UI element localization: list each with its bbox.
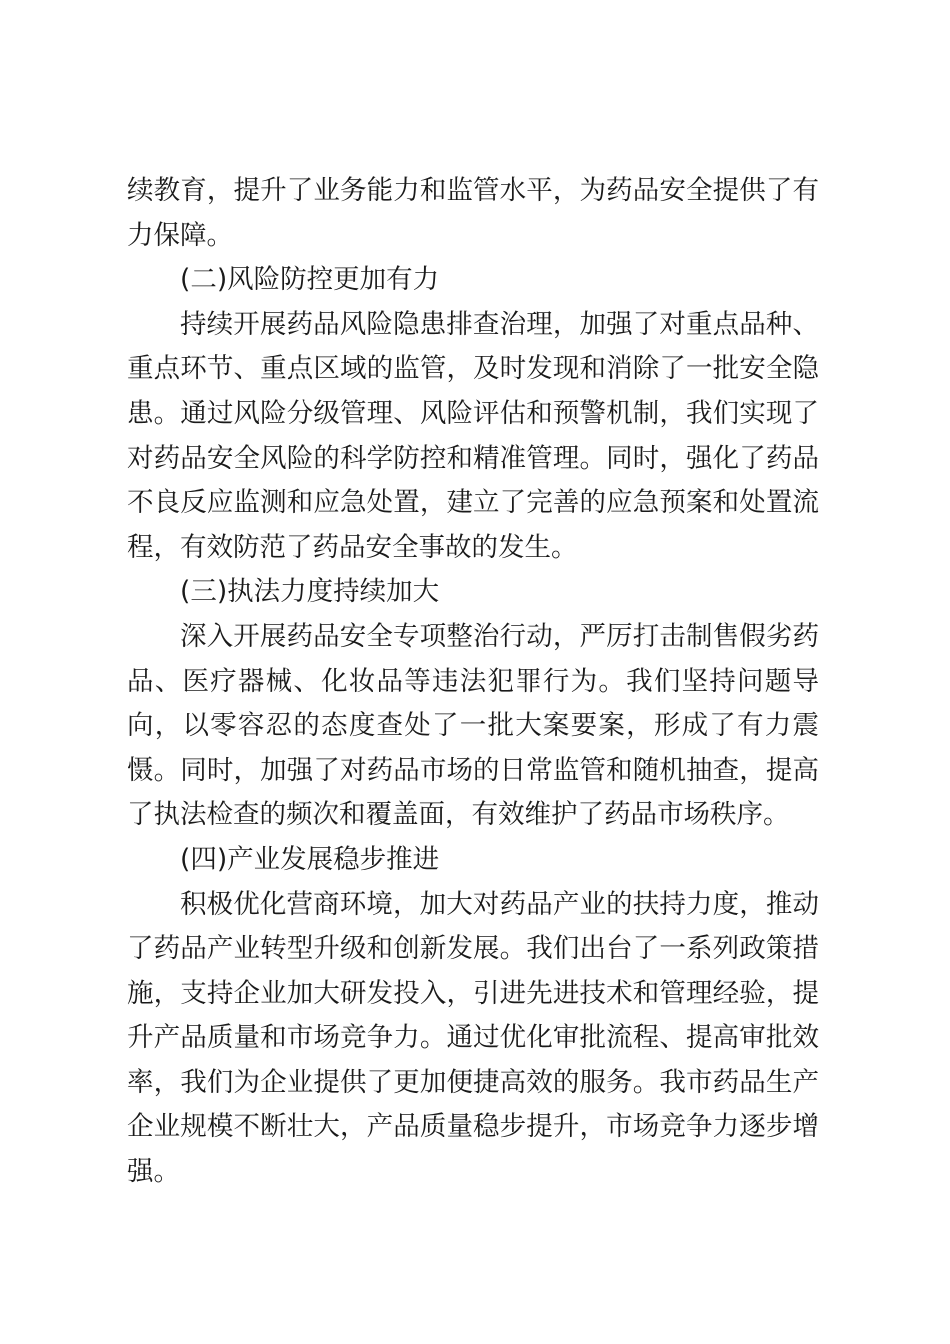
paragraph-risk-control: 持续开展药品风险隐患排查治理，加强了对重点品种、重点环节、重点区域的监管，及时发现和消除了一批安全隐患。通过风险分级管理、风险评估和预警机制，我们实现了对药品安全风险的科学防控和精准管理。同时，强化了药品不良反应监测和应急处置，建立了完善的应急预案和处置流程，有效防范了药品安全事故的发生。	[127, 308, 819, 563]
paragraph-industry: 积极优化营商环境，加大对药品产业的扶持力度，推动了药品产业转型升级和创新发展。我们出台了一系列政策措施，支持企业加大研发投入，引进先进技术和管理经验，提升产品质量和市场竞争力。通过优化审批流程、提高审批效率，我们为企业提供了更加便捷高效的服务。我市药品生产企业规模不断壮大，产品质量稳步提升，市场竞争力逐步增强。	[127, 888, 819, 1188]
paragraph-enforcement: 深入开展药品安全专项整治行动，严厉打击制售假劣药品、医疗器械、化妆品等违法犯罪行为。我们坚持问题导向，以零容忍的态度查处了一批大案要案，形成了有力震慑。同时，加强了对药品市场的日常监管和随机抽查，提高了执法检查的频次和覆盖面，有效维护了药品市场秩序。	[127, 620, 819, 831]
section-heading-risk-control: (二)风险防控更加有力	[180, 264, 440, 296]
section-heading-enforcement: (三)执法力度持续加大	[180, 576, 440, 608]
section-heading-industry: (四)产业发展稳步推进	[180, 843, 440, 875]
document-body	[127, 169, 819, 1195]
paragraph-continued: 续教育，提升了业务能力和监管水平，为药品安全提供了有力保障。	[127, 175, 819, 251]
